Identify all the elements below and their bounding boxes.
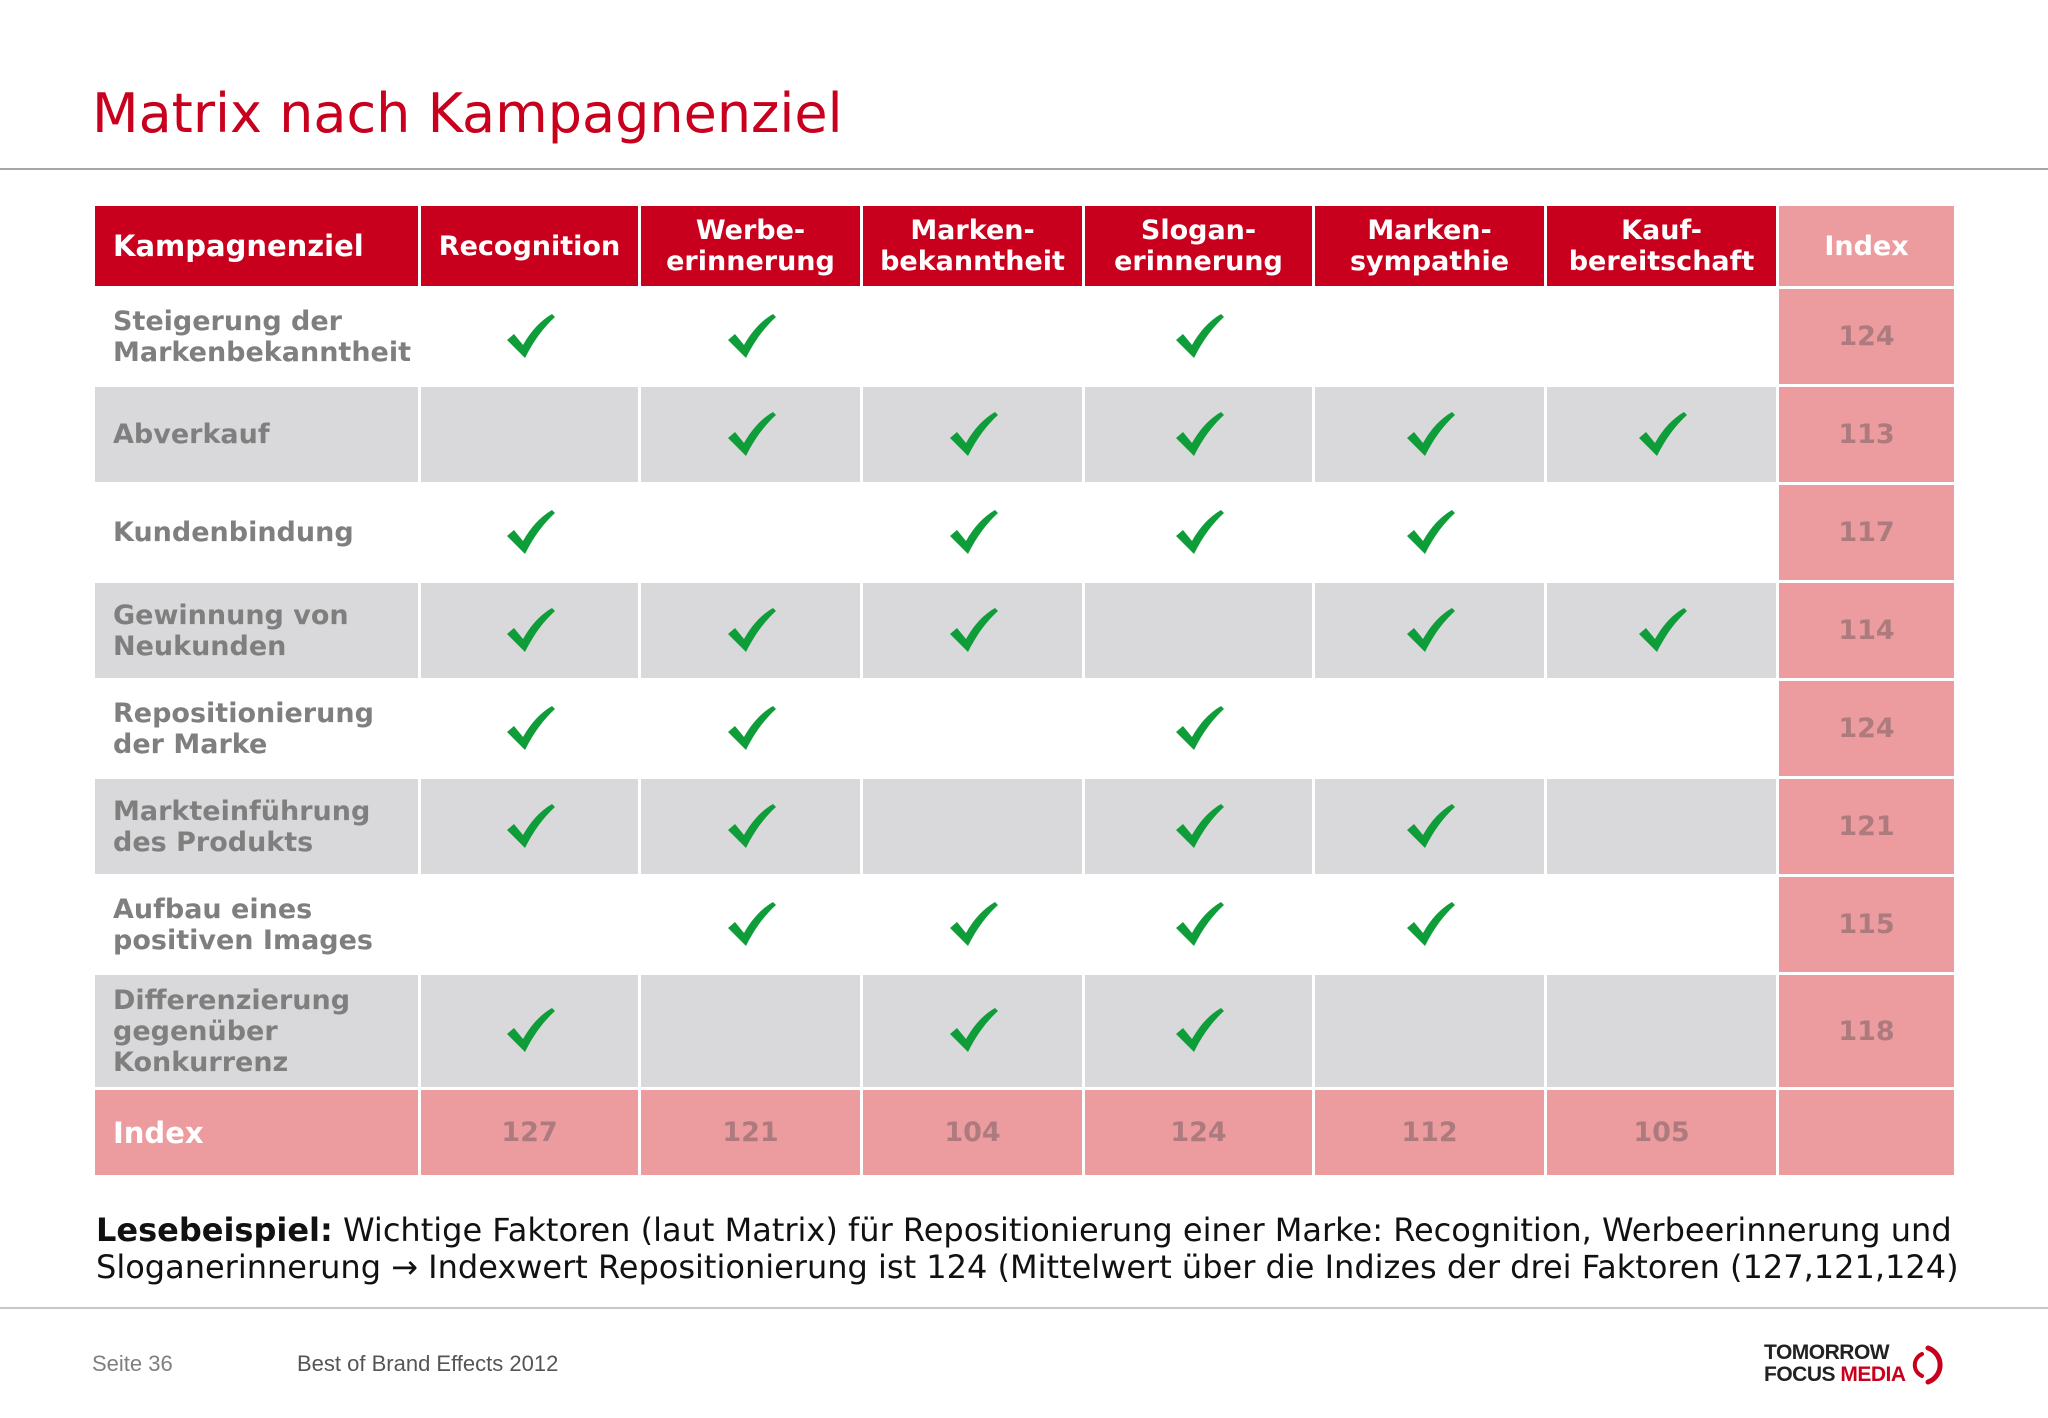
checkmark-icon [504, 1006, 556, 1056]
checkmark-icon [1404, 900, 1456, 950]
header-factor: Recognition [420, 205, 640, 288]
header-goal: Kampagnenziel [94, 205, 420, 288]
matrix-cell-checked [1084, 974, 1314, 1089]
matrix-cell-checked [640, 582, 862, 680]
row-index-value: 124 [1778, 288, 1956, 386]
matrix-cell-empty [1314, 680, 1546, 778]
matrix-cell-checked [640, 778, 862, 876]
matrix-cell-checked [1084, 288, 1314, 386]
matrix-cell-checked [420, 484, 640, 582]
checkmark-icon [947, 410, 999, 460]
matrix-cell-checked [420, 974, 640, 1089]
row-goal-label: Repositionierung der Marke [94, 680, 420, 778]
footer-index-empty [1778, 1089, 1956, 1177]
checkmark-icon [504, 508, 556, 558]
matrix-cell-empty [862, 680, 1084, 778]
matrix-cell-empty [1546, 876, 1778, 974]
matrix-row [94, 778, 1956, 876]
footer-index-value: 112 [1314, 1089, 1546, 1177]
index-footer-row [94, 1089, 1956, 1177]
logo-arc-icon [1912, 1344, 1952, 1386]
checkmark-icon [725, 802, 777, 852]
matrix-cell-checked [1084, 680, 1314, 778]
matrix-cell-checked [640, 386, 862, 484]
matrix-cell-checked [1314, 386, 1546, 484]
document-title: Best of Brand Effects 2012 [297, 1351, 559, 1376]
matrix-cell-empty [640, 484, 862, 582]
checkmark-icon [1173, 802, 1225, 852]
page-title: Matrix nach Kampagnenziel [92, 82, 843, 145]
footer-index-value: 121 [640, 1089, 862, 1177]
row-index-value: 115 [1778, 876, 1956, 974]
matrix-row [94, 876, 1956, 974]
reading-example-lead: Lesebeispiel: [96, 1211, 333, 1249]
matrix-cell-checked [862, 582, 1084, 680]
matrix-row [94, 288, 1956, 386]
checkmark-icon [1173, 1006, 1225, 1056]
matrix-cell-empty [1314, 288, 1546, 386]
page-number: Seite 36 [92, 1351, 173, 1376]
matrix-cell-checked [1084, 386, 1314, 484]
matrix-cell-empty [640, 974, 862, 1089]
reading-example-line2a: Sloganerinnerung [96, 1248, 392, 1286]
header-factor: Marken- sympathie [1314, 205, 1546, 288]
row-index-value: 124 [1778, 680, 1956, 778]
header-factor: Kauf- bereitschaft [1546, 205, 1778, 288]
checkmark-icon [1636, 606, 1688, 656]
checkmark-icon [1404, 606, 1456, 656]
row-goal-label: Kundenbindung [94, 484, 420, 582]
matrix-cell-checked [420, 582, 640, 680]
matrix-cell-checked [1084, 484, 1314, 582]
campaign-goal-matrix [92, 203, 1957, 1178]
checkmark-icon [1173, 704, 1225, 754]
matrix-cell-empty [1546, 484, 1778, 582]
footer-index-value: 104 [862, 1089, 1084, 1177]
row-goal-label: Differenzierung gegenüber Konkurrenz [94, 974, 420, 1089]
matrix-cell-empty [1084, 582, 1314, 680]
matrix-cell-checked [1314, 778, 1546, 876]
footer-index-value: 105 [1546, 1089, 1778, 1177]
matrix-cell-empty [420, 386, 640, 484]
checkmark-icon [725, 900, 777, 950]
row-goal-label: Abverkauf [94, 386, 420, 484]
checkmark-icon [1173, 312, 1225, 362]
row-index-value: 118 [1778, 974, 1956, 1089]
checkmark-icon [725, 410, 777, 460]
matrix-cell-checked [640, 288, 862, 386]
matrix-cell-checked [862, 386, 1084, 484]
header-factor: Marken- bekanntheit [862, 205, 1084, 288]
matrix-cell-empty [862, 288, 1084, 386]
matrix-cell-empty [1546, 974, 1778, 1089]
matrix-cell-empty [1546, 680, 1778, 778]
matrix-cell-checked [1084, 778, 1314, 876]
matrix-cell-checked [1084, 876, 1314, 974]
checkmark-icon [1173, 410, 1225, 460]
matrix-row [94, 582, 1956, 680]
reading-example-line2b: Indexwert Repositionierung ist 124 (Mittelwert über die Indizes der drei Faktoren (127,121,124) [417, 1248, 1959, 1286]
matrix-cell-checked [1546, 386, 1778, 484]
matrix-cell-empty [1546, 778, 1778, 876]
checkmark-icon [947, 606, 999, 656]
checkmark-icon [1404, 508, 1456, 558]
reading-example [96, 1212, 1996, 1286]
checkmark-icon [1404, 802, 1456, 852]
matrix-cell-checked [862, 484, 1084, 582]
matrix-cell-checked [862, 974, 1084, 1089]
arrow-right-icon: → [391, 1248, 418, 1286]
company-logo: TOMORROW FOCUS MEDIA [1764, 1340, 1964, 1390]
matrix-body [94, 288, 1956, 1089]
matrix-cell-empty [1314, 974, 1546, 1089]
row-goal-label: Aufbau eines positiven Images [94, 876, 420, 974]
matrix-cell-empty [1546, 288, 1778, 386]
matrix-cell-empty [862, 778, 1084, 876]
reading-example-line1: Wichtige Faktoren (laut Matrix) für Repositionierung einer Marke: Recognition, Werbeerinnerung und [332, 1211, 1952, 1249]
matrix-row [94, 680, 1956, 778]
matrix-row [94, 974, 1956, 1089]
checkmark-icon [725, 704, 777, 754]
checkmark-icon [504, 802, 556, 852]
row-goal-label: Markteinführung des Produkts [94, 778, 420, 876]
header-factor: Slogan- erinnerung [1084, 205, 1314, 288]
checkmark-icon [1173, 900, 1225, 950]
matrix-cell-checked [862, 876, 1084, 974]
matrix-cell-empty [420, 876, 640, 974]
matrix-row [94, 484, 1956, 582]
footer-index-value: 124 [1084, 1089, 1314, 1177]
footer-index-value: 127 [420, 1089, 640, 1177]
row-goal-label: Steigerung der Markenbekanntheit [94, 288, 420, 386]
matrix-cell-checked [1314, 582, 1546, 680]
checkmark-icon [947, 508, 999, 558]
checkmark-icon [504, 312, 556, 362]
matrix-cell-checked [640, 680, 862, 778]
matrix-cell-checked [1546, 582, 1778, 680]
row-index-value: 113 [1778, 386, 1956, 484]
matrix-cell-checked [1314, 876, 1546, 974]
matrix-row [94, 386, 1956, 484]
matrix-cell-checked [420, 778, 640, 876]
row-index-value: 117 [1778, 484, 1956, 582]
checkmark-icon [725, 312, 777, 362]
checkmark-icon [947, 900, 999, 950]
row-goal-label: Gewinnung von Neukunden [94, 582, 420, 680]
matrix-cell-checked [1314, 484, 1546, 582]
checkmark-icon [1404, 410, 1456, 460]
checkmark-icon [1636, 410, 1688, 460]
checkmark-icon [1173, 508, 1225, 558]
footer-index-label: Index [94, 1089, 420, 1177]
matrix-cell-checked [420, 680, 640, 778]
matrix-header-row [94, 205, 1956, 288]
row-index-value: 121 [1778, 778, 1956, 876]
row-index-value: 114 [1778, 582, 1956, 680]
matrix-cell-checked [420, 288, 640, 386]
matrix-cell-checked [640, 876, 862, 974]
header-index: Index [1778, 205, 1956, 288]
title-divider [0, 168, 2048, 170]
footer-divider [0, 1307, 2048, 1309]
checkmark-icon [504, 704, 556, 754]
header-factor: Werbe- erinnerung [640, 205, 862, 288]
checkmark-icon [725, 606, 777, 656]
checkmark-icon [947, 1006, 999, 1056]
checkmark-icon [504, 606, 556, 656]
